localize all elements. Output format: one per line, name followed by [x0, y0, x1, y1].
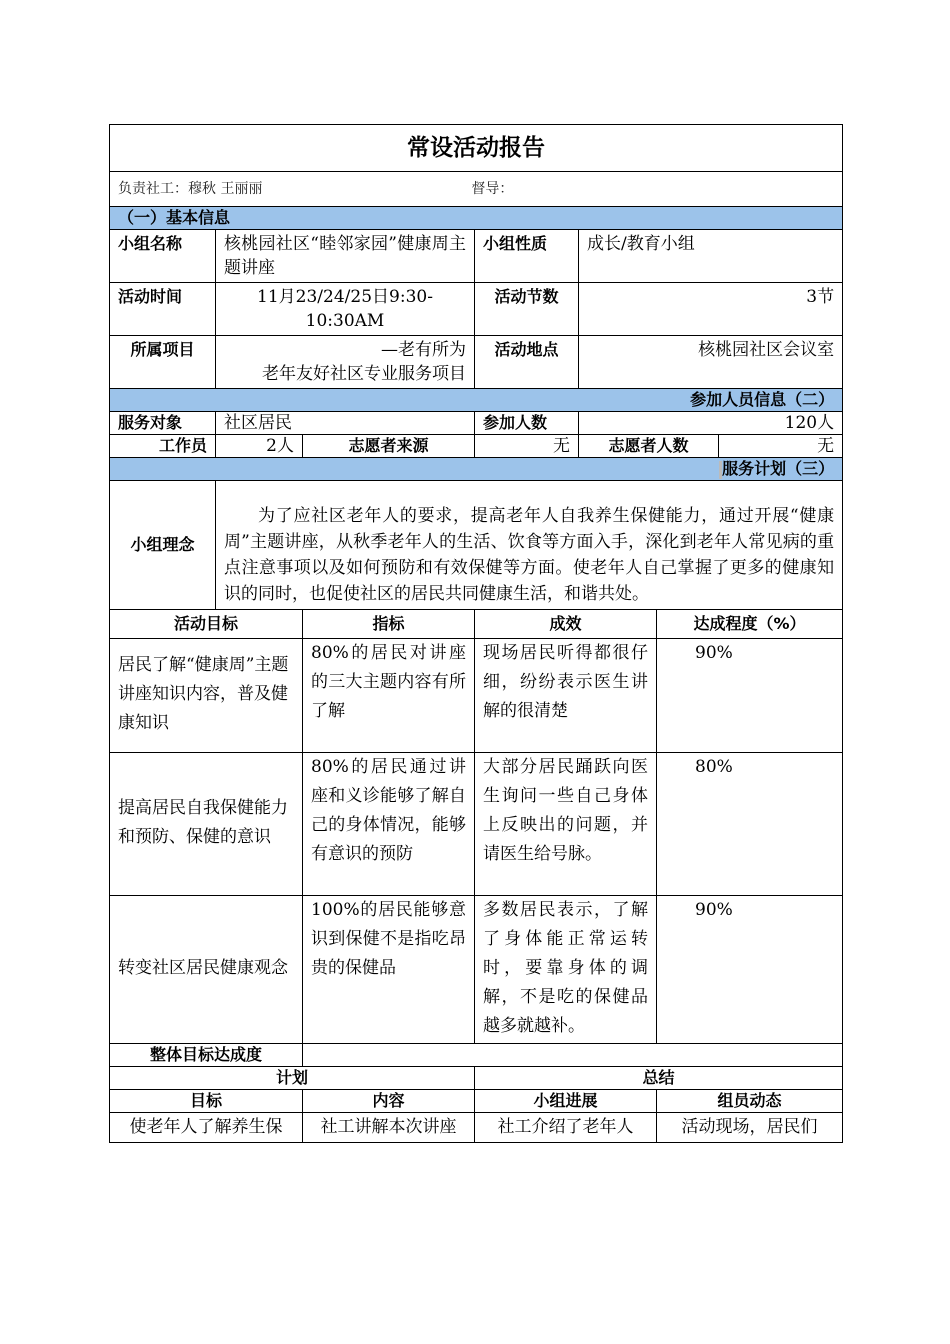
staff-label: 工作员 — [110, 435, 216, 458]
effect-text: 大部分居民踊跃向医生询问一些自己身体上反映出的问题，并请医生给号脉。 — [475, 753, 657, 896]
group-name-value: 核桃园社区“睦邻家园”健康周主题讲座 — [216, 230, 475, 283]
indicator-header: 指标 — [303, 610, 475, 639]
summary-progress-text: 社工介绍了老年人 — [475, 1113, 657, 1143]
section-basic-info: （一）基本信息 — [110, 207, 843, 230]
time-value: 11月23/24/25日9:30-10:30AM — [216, 283, 475, 336]
goal-row — [110, 896, 843, 1044]
effect-header: 成效 — [475, 610, 657, 639]
report-table — [109, 124, 843, 1143]
count-label: 参加人数 — [475, 412, 579, 435]
goal-header: 活动目标 — [110, 610, 303, 639]
time-label: 活动时间 — [110, 283, 216, 336]
group-type-label: 小组性质 — [475, 230, 579, 283]
summary-goal-text: 使老年人了解养生保 — [110, 1113, 303, 1143]
location-label: 活动地点 — [475, 336, 579, 389]
sessions-value: 3节 — [579, 283, 843, 336]
section-plan — [110, 458, 843, 481]
target-label: 服务对象 — [110, 412, 216, 435]
project-label: 所属项目 — [110, 336, 216, 389]
target-value: 社区居民 — [216, 412, 475, 435]
worker-line — [110, 172, 843, 207]
summary-header: 总结 — [475, 1067, 843, 1090]
goal-row — [110, 753, 843, 896]
rate-text: 90% — [657, 639, 843, 753]
volunteer-source-value: 无 — [475, 435, 579, 458]
volunteer-source-label: 志愿者来源 — [303, 435, 475, 458]
col-content-header: 内容 — [303, 1090, 475, 1113]
section-plan-text: 服务计划（三） — [722, 459, 835, 478]
activity-report — [109, 124, 842, 1143]
group-type-value: 成长/教育小组 — [579, 230, 843, 283]
social-worker-text: 负责社工：穆秋 王丽丽 — [118, 181, 263, 197]
project-line-1: —老有所为 — [381, 340, 466, 360]
plan-header: 计划 — [110, 1067, 475, 1090]
count-value: 120人 — [579, 412, 843, 435]
project-value — [216, 336, 475, 389]
project-line-2: 老年友好社区专业服务项目 — [262, 364, 466, 384]
rate-header: 达成程度（%） — [657, 610, 843, 639]
location-value: 核桃园社区会议室 — [579, 336, 843, 389]
supervisor-text: 督导： — [471, 181, 514, 197]
col-goal-header: 目标 — [110, 1090, 303, 1113]
overall-label: 整体目标达成度 — [110, 1044, 303, 1067]
indicator-text: 80%的居民通过讲座和义诊能够了解自己的身体情况，能够有意识的预防 — [303, 753, 475, 896]
group-name-label: 小组名称 — [110, 230, 216, 283]
divider-mark — [719, 461, 722, 479]
goal-text: 提高居民自我保健能力和预防、保健的意识 — [110, 753, 303, 896]
report-title: 常设活动报告 — [110, 125, 843, 172]
indicator-text: 80%的居民对讲座的三大主题内容有所了解 — [303, 639, 475, 753]
idea-label: 小组理念 — [110, 481, 216, 610]
effect-text: 现场居民听得都很仔细，纷纷表示医生讲解的很清楚 — [475, 639, 657, 753]
col-members-header: 组员动态 — [657, 1090, 843, 1113]
summary-content-text: 社工讲解本次讲座 — [303, 1113, 475, 1143]
effect-text: 多数居民表示，了解了身体能正常运转时，要靠身体的调解，不是吃的保健品越多就越补。 — [475, 896, 657, 1044]
rate-text: 90% — [657, 896, 843, 1044]
goal-text: 居民了解“健康周”主题讲座知识内容，普及健康知识 — [110, 639, 303, 753]
staff-value: 2人 — [216, 435, 303, 458]
col-progress-header: 小组进展 — [475, 1090, 657, 1113]
sessions-label: 活动节数 — [475, 283, 579, 336]
volunteer-count-value: 无 — [719, 435, 843, 458]
indicator-text: 100%的居民能够意识到保健不是指吃昂贵的保健品 — [303, 896, 475, 1044]
section-participants: 参加人员信息（二） — [110, 389, 843, 412]
overall-value — [303, 1044, 843, 1067]
idea-text: 为了应社区老年人的要求，提高老年人自我养生保健能力，通过开展“健康周”主题讲座，从秋季老年人的生活、饮食等方面入手，深化到老年人常见病的重点注意事项以及如何预防和有效保健等方面。使老年人自己掌握了更多的健康知识的同时，也促使社区的居民共同健康生活，和谐共处。 — [216, 481, 843, 610]
goal-row — [110, 639, 843, 753]
summary-members-text: 活动现场，居民们 — [657, 1113, 843, 1143]
goal-text: 转变社区居民健康观念 — [110, 896, 303, 1044]
volunteer-count-label: 志愿者人数 — [579, 435, 719, 458]
rate-text: 80% — [657, 753, 843, 896]
